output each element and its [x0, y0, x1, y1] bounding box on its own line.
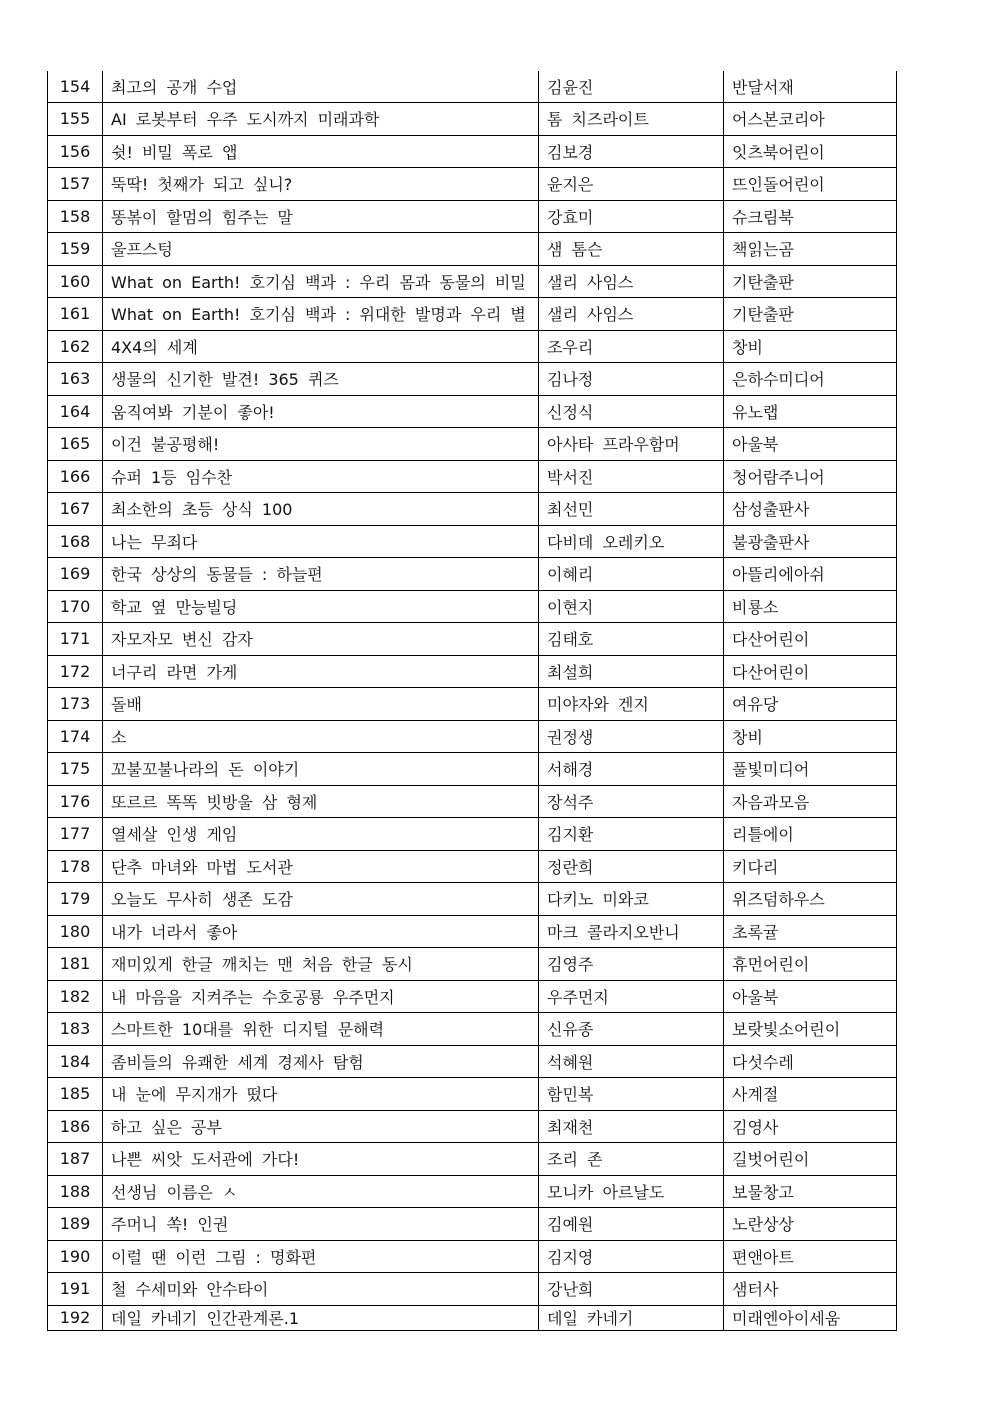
table-row — [48, 1240, 897, 1273]
book-title: 내가 너라서 좋아 — [103, 915, 539, 948]
table-row — [48, 850, 897, 883]
book-title: 4X4의 세계 — [103, 330, 539, 363]
book-publisher: 비룡소 — [724, 590, 897, 623]
book-title: 똥볶이 할멈의 힘주는 말 — [103, 200, 539, 233]
table-row — [48, 525, 897, 558]
book-title: 학교 옆 만능빌딩 — [103, 590, 539, 623]
book-author: 미야자와 겐지 — [539, 688, 724, 721]
book-publisher: 창비 — [724, 720, 897, 753]
book-title: 주머니 쏙! 인권 — [103, 1208, 539, 1241]
book-author: 김보경 — [539, 135, 724, 168]
book-publisher: 김영사 — [724, 1110, 897, 1143]
book-number: 169 — [48, 558, 103, 591]
book-number: 184 — [48, 1045, 103, 1078]
book-author: 김태호 — [539, 623, 724, 656]
book-author: 신정식 — [539, 395, 724, 428]
book-publisher: 노란상상 — [724, 1208, 897, 1241]
book-author: 장석주 — [539, 785, 724, 818]
book-number: 192 — [48, 1305, 103, 1330]
table-row — [48, 200, 897, 233]
book-number: 178 — [48, 850, 103, 883]
book-number: 164 — [48, 395, 103, 428]
book-number: 183 — [48, 1013, 103, 1046]
book-title: 내 마음을 지켜주는 수호공룡 우주먼지 — [103, 980, 539, 1013]
book-publisher: 반달서재 — [724, 71, 897, 103]
table-row — [48, 363, 897, 396]
table-row — [48, 558, 897, 591]
book-publisher: 미래엔아이세움 — [724, 1305, 897, 1330]
book-publisher: 창비 — [724, 330, 897, 363]
book-publisher: 삼성출판사 — [724, 493, 897, 526]
book-number: 162 — [48, 330, 103, 363]
book-author: 서해경 — [539, 753, 724, 786]
book-title: 최고의 공개 수업 — [103, 71, 539, 103]
table-row — [48, 1013, 897, 1046]
book-number: 181 — [48, 948, 103, 981]
book-number: 171 — [48, 623, 103, 656]
book-author: 김예원 — [539, 1208, 724, 1241]
book-number: 168 — [48, 525, 103, 558]
book-author: 최재천 — [539, 1110, 724, 1143]
book-publisher: 리틀에이 — [724, 818, 897, 851]
book-number: 189 — [48, 1208, 103, 1241]
table-row — [48, 883, 897, 916]
book-author: 이현지 — [539, 590, 724, 623]
book-publisher: 아뜰리에아쉬 — [724, 558, 897, 591]
book-author: 강효미 — [539, 200, 724, 233]
table-row — [48, 265, 897, 298]
book-publisher: 샘터사 — [724, 1273, 897, 1306]
table-row — [48, 1078, 897, 1111]
book-number: 170 — [48, 590, 103, 623]
book-number: 173 — [48, 688, 103, 721]
book-author: 마크 콜라지오반니 — [539, 915, 724, 948]
book-author: 김영주 — [539, 948, 724, 981]
book-title: 한국 상상의 동물들 : 하늘편 — [103, 558, 539, 591]
book-title: 움직여봐 기분이 좋아! — [103, 395, 539, 428]
book-number: 154 — [48, 71, 103, 103]
book-title: 내 눈에 무지개가 떴다 — [103, 1078, 539, 1111]
book-publisher: 사계절 — [724, 1078, 897, 1111]
book-title: 돌배 — [103, 688, 539, 721]
table-row — [48, 720, 897, 753]
book-author: 김지영 — [539, 1240, 724, 1273]
book-title: What on Earth! 호기심 백과 : 우리 몸과 동물의 비밀 — [103, 265, 539, 298]
book-title: 열세살 인생 게임 — [103, 818, 539, 851]
book-publisher: 아울북 — [724, 428, 897, 461]
book-author: 최선민 — [539, 493, 724, 526]
book-publisher: 은하수미디어 — [724, 363, 897, 396]
book-title: 뚝딱! 첫째가 되고 싶니? — [103, 168, 539, 201]
book-number: 155 — [48, 103, 103, 136]
book-author: 다키노 미와코 — [539, 883, 724, 916]
book-number: 191 — [48, 1273, 103, 1306]
book-number: 172 — [48, 655, 103, 688]
book-publisher: 편앤아트 — [724, 1240, 897, 1273]
table-row — [48, 71, 897, 103]
book-number: 177 — [48, 818, 103, 851]
book-title: 나쁜 씨앗 도서관에 가다! — [103, 1143, 539, 1176]
book-publisher: 보물창고 — [724, 1175, 897, 1208]
book-author: 다비데 오레키오 — [539, 525, 724, 558]
table-row — [48, 460, 897, 493]
book-publisher: 뜨인돌어린이 — [724, 168, 897, 201]
book-author: 조리 존 — [539, 1143, 724, 1176]
book-number: 176 — [48, 785, 103, 818]
book-number: 188 — [48, 1175, 103, 1208]
table-row — [48, 1208, 897, 1241]
book-title: 이건 불공평해! — [103, 428, 539, 461]
book-title: 또르르 똑똑 빗방울 삼 형제 — [103, 785, 539, 818]
book-title: 꼬불꼬불나라의 돈 이야기 — [103, 753, 539, 786]
book-author: 석혜원 — [539, 1045, 724, 1078]
table-row — [48, 395, 897, 428]
book-number: 160 — [48, 265, 103, 298]
table-row — [48, 590, 897, 623]
book-number: 187 — [48, 1143, 103, 1176]
book-title: 단추 마녀와 마법 도서관 — [103, 850, 539, 883]
table-row — [48, 655, 897, 688]
book-publisher: 기탄출판 — [724, 298, 897, 331]
table-row — [48, 1110, 897, 1143]
book-list-table — [47, 71, 897, 1331]
book-publisher: 어스본코리아 — [724, 103, 897, 136]
table-row — [48, 688, 897, 721]
book-number: 175 — [48, 753, 103, 786]
table-row — [48, 1305, 897, 1330]
book-title: 슈퍼 1등 임수찬 — [103, 460, 539, 493]
table-row — [48, 233, 897, 266]
book-publisher: 풀빛미디어 — [724, 753, 897, 786]
book-number: 165 — [48, 428, 103, 461]
book-title: 소 — [103, 720, 539, 753]
book-number: 158 — [48, 200, 103, 233]
table-row — [48, 1273, 897, 1306]
book-author: 아사타 프라우함머 — [539, 428, 724, 461]
book-author: 정란희 — [539, 850, 724, 883]
book-title: AI 로봇부터 우주 도시까지 미래과학 — [103, 103, 539, 136]
table-row — [48, 330, 897, 363]
table-row — [48, 1175, 897, 1208]
book-number: 180 — [48, 915, 103, 948]
book-title: 생물의 신기한 발견! 365 퀴즈 — [103, 363, 539, 396]
book-title: 재미있게 한글 깨치는 맨 처음 한글 동시 — [103, 948, 539, 981]
book-author: 조우리 — [539, 330, 724, 363]
book-author: 샘 톰슨 — [539, 233, 724, 266]
book-publisher: 휴먼어린이 — [724, 948, 897, 981]
book-title: 자모자모 변신 감자 — [103, 623, 539, 656]
book-publisher: 책읽는곰 — [724, 233, 897, 266]
book-publisher: 보랏빛소어린이 — [724, 1013, 897, 1046]
table-row — [48, 493, 897, 526]
book-author: 박서진 — [539, 460, 724, 493]
book-title: 너구리 라면 가게 — [103, 655, 539, 688]
book-number: 182 — [48, 980, 103, 1013]
book-publisher: 위즈덤하우스 — [724, 883, 897, 916]
book-title: 선생님 이름은 ㅅ — [103, 1175, 539, 1208]
book-publisher: 자음과모음 — [724, 785, 897, 818]
book-number: 166 — [48, 460, 103, 493]
book-title: 오늘도 무사히 생존 도감 — [103, 883, 539, 916]
table-row — [48, 135, 897, 168]
book-number: 186 — [48, 1110, 103, 1143]
book-title: What on Earth! 호기심 백과 : 위대한 발명과 우리 별 — [103, 298, 539, 331]
table-row — [48, 298, 897, 331]
book-author: 강난희 — [539, 1273, 724, 1306]
book-number: 167 — [48, 493, 103, 526]
book-publisher: 불광출판사 — [724, 525, 897, 558]
book-number: 185 — [48, 1078, 103, 1111]
book-list-body — [48, 71, 897, 1330]
table-row — [48, 980, 897, 1013]
book-publisher: 잇츠북어린이 — [724, 135, 897, 168]
book-publisher: 키다리 — [724, 850, 897, 883]
book-title: 하고 싶은 공부 — [103, 1110, 539, 1143]
book-author: 신유종 — [539, 1013, 724, 1046]
book-author: 이혜리 — [539, 558, 724, 591]
table-row — [48, 948, 897, 981]
book-author: 톰 치즈라이트 — [539, 103, 724, 136]
book-number: 179 — [48, 883, 103, 916]
book-author: 우주먼지 — [539, 980, 724, 1013]
book-title: 쉿! 비밀 폭로 앱 — [103, 135, 539, 168]
book-publisher: 다산어린이 — [724, 655, 897, 688]
book-author: 윤지은 — [539, 168, 724, 201]
book-publisher: 기탄출판 — [724, 265, 897, 298]
book-publisher: 초록귤 — [724, 915, 897, 948]
book-author: 권정생 — [539, 720, 724, 753]
book-author: 데일 카네기 — [539, 1305, 724, 1330]
book-publisher: 다산어린이 — [724, 623, 897, 656]
table-row — [48, 168, 897, 201]
table-row — [48, 785, 897, 818]
table-row — [48, 428, 897, 461]
table-row — [48, 103, 897, 136]
book-title: 데일 카네기 인간관계론.1 — [103, 1305, 539, 1330]
book-title: 최소한의 초등 상식 100 — [103, 493, 539, 526]
book-author: 김지환 — [539, 818, 724, 851]
book-author: 김나정 — [539, 363, 724, 396]
table-row — [48, 818, 897, 851]
book-title: 좀비들의 유쾌한 세계 경제사 탐험 — [103, 1045, 539, 1078]
book-publisher: 아울북 — [724, 980, 897, 1013]
book-number: 156 — [48, 135, 103, 168]
book-author: 샐리 사임스 — [539, 298, 724, 331]
book-number: 159 — [48, 233, 103, 266]
book-number: 157 — [48, 168, 103, 201]
book-author: 김윤진 — [539, 71, 724, 103]
book-title: 나는 무죄다 — [103, 525, 539, 558]
table-row — [48, 1045, 897, 1078]
book-author: 최설희 — [539, 655, 724, 688]
book-number: 174 — [48, 720, 103, 753]
book-title: 울프스텅 — [103, 233, 539, 266]
book-publisher: 청어람주니어 — [724, 460, 897, 493]
book-publisher: 길벗어린이 — [724, 1143, 897, 1176]
book-title: 스마트한 10대를 위한 디지털 문해력 — [103, 1013, 539, 1046]
book-publisher: 다섯수레 — [724, 1045, 897, 1078]
book-publisher: 유노랩 — [724, 395, 897, 428]
book-number: 161 — [48, 298, 103, 331]
book-number: 163 — [48, 363, 103, 396]
table-row — [48, 623, 897, 656]
book-author: 모니카 아르날도 — [539, 1175, 724, 1208]
book-title: 철 수세미와 안수타이 — [103, 1273, 539, 1306]
book-title: 이럴 땐 이런 그림 : 명화편 — [103, 1240, 539, 1273]
table-row — [48, 1143, 897, 1176]
book-publisher: 슈크림북 — [724, 200, 897, 233]
book-number: 190 — [48, 1240, 103, 1273]
book-author: 샐리 사임스 — [539, 265, 724, 298]
table-row — [48, 915, 897, 948]
book-publisher: 여유당 — [724, 688, 897, 721]
table-row — [48, 753, 897, 786]
book-author: 함민복 — [539, 1078, 724, 1111]
